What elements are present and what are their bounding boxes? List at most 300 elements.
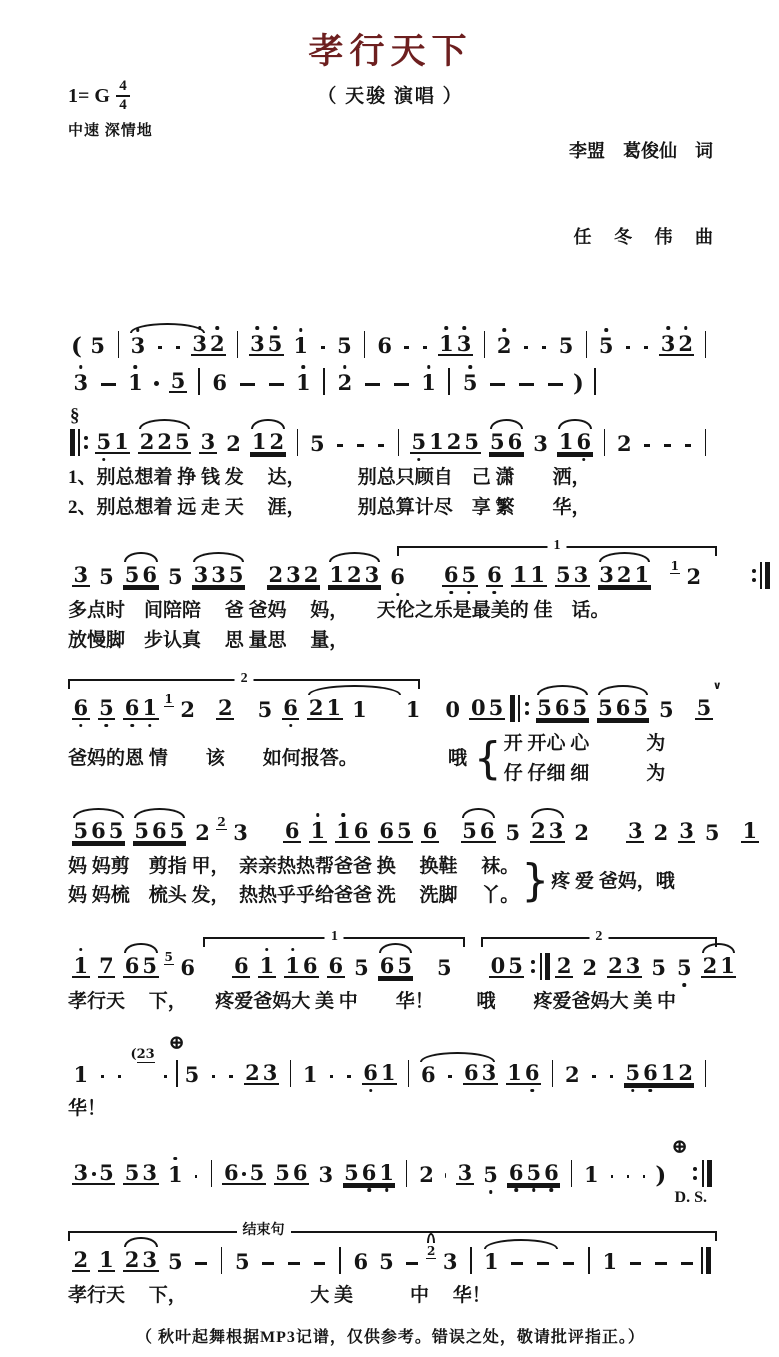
digit: 5 [168, 820, 186, 841]
digit: 2 [530, 820, 548, 841]
digit: 5 [95, 431, 113, 452]
digit: 3 [659, 333, 677, 354]
note-digits [353, 957, 371, 978]
dash [378, 444, 384, 447]
digit: 3 [626, 820, 644, 841]
parenthesis: ( [71, 335, 82, 358]
lyric-post: 疼 爱 爸妈，哦 [551, 867, 675, 896]
digit: 0 [489, 955, 507, 976]
digit: 1 [250, 431, 268, 452]
score-line [68, 562, 713, 655]
note-digits [133, 820, 186, 843]
note [530, 820, 565, 845]
note-digits [461, 820, 496, 843]
dash [321, 346, 325, 349]
digit: 5 [256, 699, 274, 720]
note [98, 955, 116, 980]
note-digits [123, 697, 158, 720]
digit: 5 [72, 820, 90, 841]
note-digits [495, 335, 513, 356]
dot [752, 578, 756, 582]
note [295, 372, 313, 395]
barline [470, 1247, 472, 1274]
barline [588, 1247, 590, 1274]
note [504, 822, 522, 845]
note [216, 697, 234, 722]
digit: 5 [233, 1251, 251, 1272]
note-digits [624, 1062, 695, 1085]
note [557, 335, 575, 358]
dash [448, 1075, 451, 1078]
note-digits [461, 372, 479, 393]
note [192, 564, 245, 589]
volta-label: 2 [235, 671, 254, 688]
ds-label: D. S. [68, 1189, 707, 1207]
digit: 5 [98, 697, 116, 718]
lyric-row: 仔 仔细 细 为 [504, 759, 666, 788]
note-digits [563, 1064, 581, 1085]
music-notes-row [68, 695, 713, 722]
slur-arc [598, 685, 649, 695]
slur-arc [73, 808, 124, 818]
note-digits [225, 433, 243, 454]
note [678, 820, 696, 845]
digit: 5 [571, 697, 589, 718]
lyric-line [68, 729, 713, 788]
slur-arc [537, 685, 588, 695]
note [419, 1064, 437, 1087]
volta-label: 结束句 [237, 1223, 291, 1240]
note-digits [695, 697, 713, 720]
digit: 5 [536, 697, 554, 718]
segno-icon: § [70, 405, 80, 427]
note [511, 564, 546, 589]
music-notes-row [68, 429, 713, 456]
digit: 2 [418, 1164, 436, 1185]
lyric-line [68, 1281, 713, 1310]
note-digits [284, 955, 319, 978]
volta-label: 1 [547, 538, 566, 555]
digit: 5 [174, 431, 192, 452]
note [420, 372, 438, 395]
digit: 5 [167, 566, 185, 587]
note [598, 564, 651, 589]
digit: 5 [133, 820, 151, 841]
digit: 1 [659, 1062, 677, 1083]
note-digits [327, 955, 345, 978]
note-digits [504, 822, 522, 843]
note-digits [444, 699, 462, 720]
note-digits [741, 820, 759, 843]
note-digits [138, 431, 191, 454]
note [72, 372, 90, 395]
note [127, 372, 145, 395]
note [532, 433, 550, 456]
note [351, 699, 369, 722]
digit: 5 [336, 335, 354, 356]
barline [339, 1247, 341, 1274]
digit: 1 [582, 1164, 600, 1185]
note-digits [378, 955, 413, 978]
digit: 2 [581, 957, 599, 978]
note [98, 697, 116, 722]
lyric-rows [504, 729, 666, 788]
digit: 5 [89, 335, 107, 356]
note [123, 1249, 158, 1274]
note [410, 431, 481, 456]
digit: 1 [113, 431, 131, 452]
note-digits [179, 699, 197, 720]
lyric-line [68, 1094, 713, 1123]
dash [626, 346, 630, 349]
digit: 2 [225, 433, 243, 454]
dot [693, 1176, 697, 1180]
volta-bracket [397, 546, 717, 556]
note [486, 564, 504, 589]
annotation-notes: 23 [137, 1047, 155, 1063]
note [442, 564, 477, 589]
digit: 2 [179, 699, 197, 720]
digit: 3 [129, 335, 147, 356]
note [72, 697, 90, 722]
dash [519, 383, 534, 386]
barline [237, 331, 238, 358]
barline [586, 331, 587, 358]
note [582, 1164, 600, 1187]
note-digits [283, 820, 301, 843]
digit: 6 [543, 1162, 561, 1183]
digit: 1 [438, 333, 456, 354]
digit: 6 [151, 820, 169, 841]
note-digits [72, 564, 90, 587]
lyric-line [68, 596, 713, 655]
slur-arc [134, 808, 185, 818]
score-line [68, 1247, 713, 1310]
note-digits [511, 564, 546, 587]
note [256, 699, 274, 722]
lyric-row: 多点时 间陪陪 爸 爸妈 妈， 天伦之乐是最美的 佳 话。 [68, 596, 610, 625]
dash [394, 383, 409, 386]
note [378, 1251, 396, 1274]
note-digits [98, 955, 116, 978]
digit: 3 [547, 820, 565, 841]
digit: 5 [597, 335, 615, 356]
digit: 1 [601, 1251, 619, 1272]
digit: 7 [98, 955, 116, 976]
digit: 6 [232, 955, 250, 976]
digit: 5 [504, 822, 522, 843]
barline [198, 368, 200, 395]
lyric-row: 妈 妈梳 梳头 发， 热热乎乎给爸爸 洗 洗脚 丫。 [68, 881, 519, 910]
barline [701, 1247, 703, 1274]
digit: 2 [72, 1249, 90, 1270]
lyric-oh: 哦 [448, 744, 472, 773]
digit: 5 [183, 1064, 201, 1085]
note-digits [127, 372, 145, 393]
digit: 1 [404, 699, 422, 720]
note [489, 431, 524, 456]
digit: 1 [529, 564, 547, 585]
digit: 2 [138, 431, 156, 452]
digit: 5 [507, 955, 525, 976]
dot [531, 969, 535, 973]
score-line [68, 1060, 713, 1123]
digit: 6 [507, 1162, 525, 1183]
note-digits [335, 820, 370, 843]
barline [448, 368, 450, 395]
digit: 3 [455, 333, 473, 354]
volta-bracket [203, 937, 465, 947]
dot [531, 960, 535, 964]
dash [548, 383, 563, 386]
barline [518, 695, 520, 722]
digit: 6 [222, 1162, 240, 1183]
dash [269, 383, 284, 386]
note [244, 1062, 279, 1087]
note [335, 820, 370, 845]
note-digits [652, 822, 670, 843]
lyric-pre: 爸妈的恩 情 该 如何报答。 [68, 744, 448, 773]
note-digits [317, 1164, 335, 1185]
note [191, 333, 226, 358]
note [343, 1162, 396, 1187]
note [274, 1162, 309, 1187]
credits-block [464, 79, 713, 309]
note [389, 566, 407, 589]
parenthesis: ) [655, 1164, 666, 1187]
note [421, 820, 439, 845]
note-digits [192, 564, 245, 587]
repeat-dots [525, 702, 529, 715]
digit: 5 [98, 1162, 116, 1183]
note [232, 955, 250, 980]
digit: 3 [72, 1162, 90, 1183]
note [456, 1162, 474, 1187]
duration-dot [154, 381, 159, 386]
note-digits [258, 955, 276, 978]
note-digits [98, 697, 116, 720]
header-row [68, 79, 713, 309]
barline [176, 1060, 178, 1087]
volta-bracket [68, 1231, 717, 1241]
digit: 5 [695, 697, 713, 718]
parenthesis: ) [573, 372, 584, 395]
note-digits [659, 333, 694, 356]
barline [70, 429, 75, 456]
digit: 1 [325, 697, 343, 718]
note-digits [72, 372, 90, 393]
key-signature: 1= G [68, 85, 110, 108]
lyric-row: 1、别总想着 挣 钱 发 达， 别总只顾自 己 潇 洒， [68, 463, 591, 492]
digit: 1 [127, 372, 145, 393]
slur-arc [702, 943, 735, 953]
dot [693, 1167, 697, 1171]
digit: 3 [249, 333, 267, 354]
music-notes-row [68, 368, 713, 395]
note-digits [194, 822, 212, 843]
digit: 0 [469, 697, 487, 718]
note [378, 955, 413, 980]
digit: 6 [378, 955, 396, 976]
digit: 6 [506, 431, 524, 452]
grace-note: 1 [164, 693, 174, 707]
digit: 3 [210, 564, 228, 585]
note [555, 955, 573, 980]
dash [195, 1262, 207, 1265]
slur-arc [599, 552, 650, 562]
digit: 6 [376, 335, 394, 356]
note-digits [581, 957, 599, 978]
time-signature-top: 4 [119, 79, 127, 94]
barline [364, 331, 365, 358]
note [267, 564, 320, 589]
digit: 2 [652, 822, 670, 843]
note-digits [532, 433, 550, 454]
note [327, 955, 345, 980]
note [123, 697, 158, 722]
note-digits [376, 335, 394, 356]
note [685, 566, 703, 589]
dash [592, 1075, 595, 1078]
note [72, 1064, 90, 1087]
lyric-rows [68, 596, 610, 655]
repeat-dots [693, 1167, 697, 1180]
digit: 1 [351, 699, 369, 720]
note [506, 1062, 541, 1087]
grace-note: 2 [426, 1245, 436, 1259]
dash [406, 1262, 418, 1265]
note [283, 820, 301, 845]
note [72, 820, 125, 845]
repeat-dots [84, 436, 88, 449]
note [133, 820, 186, 845]
note-digits [420, 372, 438, 393]
digit: 6 [141, 564, 159, 585]
digit: 5 [248, 1162, 266, 1183]
dash [164, 1075, 167, 1078]
digit: 5 [435, 957, 453, 978]
barline [706, 1247, 711, 1274]
digit: 6 [523, 1062, 541, 1083]
note-digits [72, 1249, 90, 1272]
lyric-line [68, 852, 713, 911]
note [72, 955, 90, 980]
digit: 5 [461, 372, 479, 393]
digit: 2 [346, 564, 364, 585]
score-line [68, 695, 713, 788]
note-digits [555, 955, 573, 978]
note [167, 1164, 185, 1187]
note [461, 820, 496, 845]
note-digits [232, 822, 250, 843]
barline [604, 429, 605, 456]
digit: 3 [678, 820, 696, 841]
lyric-rows [68, 463, 591, 522]
music-notes-row [68, 1247, 713, 1274]
digit: 1 [258, 955, 276, 976]
dash [212, 1075, 215, 1078]
lyric-row: 孝行天 下， 大 美 中 华！ [68, 1281, 491, 1310]
lyric-line [68, 987, 713, 1016]
composer-credit: 任 冬 伟 曲 [464, 223, 713, 252]
dash [330, 1075, 333, 1078]
note [72, 1249, 90, 1274]
digit: 5 [461, 820, 479, 841]
lyric-rows [68, 852, 519, 911]
note [72, 564, 90, 589]
note-digits [89, 335, 107, 356]
note-digits [483, 1251, 501, 1272]
volta-bracket [481, 937, 717, 947]
digit: 3 [72, 372, 90, 393]
digit: 6 [90, 820, 108, 841]
dash [176, 346, 180, 349]
digit: 6 [421, 820, 439, 841]
note [123, 1162, 158, 1187]
note [597, 335, 615, 358]
note-digits [123, 564, 158, 587]
digit: 3 [191, 333, 209, 354]
digit: 0 [444, 699, 462, 720]
digit: 5 [597, 697, 615, 718]
note [167, 1251, 185, 1274]
note-digits [336, 372, 354, 393]
note-digits [98, 1249, 116, 1272]
note [597, 697, 650, 722]
dash [664, 444, 670, 447]
slur-arc [130, 323, 205, 333]
digit: 1 [292, 335, 310, 356]
digit: 6 [642, 1062, 660, 1083]
digit: 3 [598, 564, 616, 585]
digit: 1 [511, 564, 529, 585]
note [169, 370, 187, 395]
note [138, 431, 191, 456]
digit: 5 [463, 431, 481, 452]
note-digits [557, 335, 575, 356]
dot [752, 569, 756, 573]
note-digits [309, 820, 327, 843]
note [199, 431, 217, 456]
time-signature [116, 79, 130, 113]
note [211, 372, 229, 395]
digit: 3 [232, 822, 250, 843]
note-digits [597, 697, 650, 720]
slur-arc [124, 943, 157, 953]
digit: 2 [701, 955, 719, 976]
digit: 5 [123, 1162, 141, 1183]
note-digits [678, 820, 696, 843]
note [659, 333, 694, 358]
note-digits [615, 433, 633, 454]
note [441, 1251, 459, 1274]
note-digits [378, 1251, 396, 1272]
digit: 5 [308, 433, 326, 454]
note-digits [167, 1164, 185, 1185]
note [301, 1064, 319, 1087]
final-barline [700, 1247, 713, 1274]
digit: 2 [685, 566, 703, 587]
dot [525, 711, 529, 715]
digit: 5 [169, 370, 187, 391]
note [95, 431, 130, 456]
dash [524, 346, 528, 349]
digit: 2 [302, 564, 320, 585]
digit: 5 [266, 333, 284, 354]
score-line [68, 429, 713, 522]
digit: 2 [123, 1249, 141, 1270]
digit: 6 [419, 1064, 437, 1085]
